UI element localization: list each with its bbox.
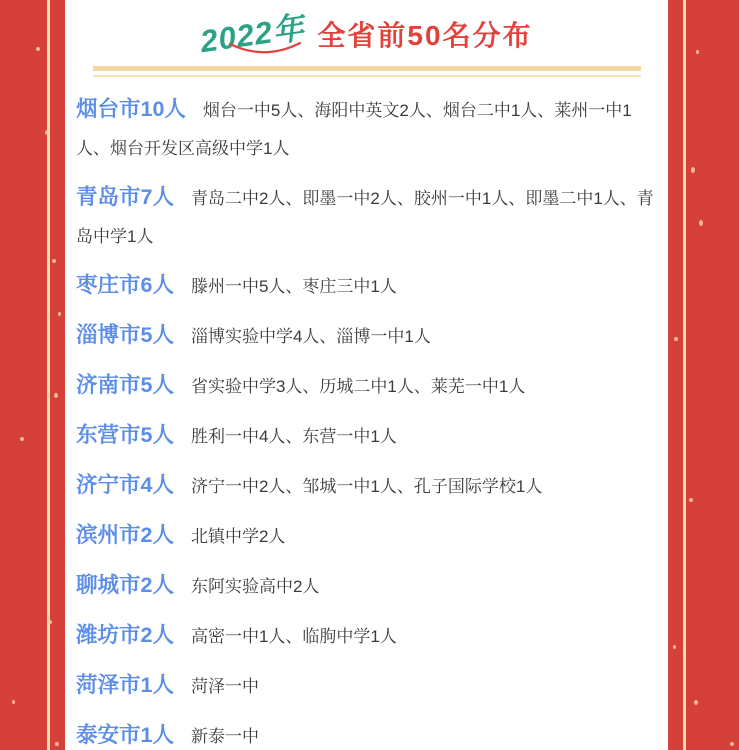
- city-label: 滨州市2人: [76, 523, 174, 547]
- city-entry: [76, 266, 658, 306]
- sparkle-icon: [58, 312, 61, 316]
- divider: [93, 66, 641, 77]
- sparkle-icon: [673, 645, 676, 649]
- city-label: 济南市5人: [76, 373, 174, 397]
- sparkle-icon: [674, 337, 678, 341]
- city-entry: [76, 466, 658, 506]
- left-border-decoration: [0, 0, 65, 750]
- school-list: 胜利一中4人、东营一中1人: [190, 427, 397, 446]
- city-entry: [76, 316, 658, 356]
- sparkle-icon: [54, 393, 58, 398]
- year-label: 2022年: [198, 9, 308, 59]
- city-list: [65, 90, 668, 750]
- school-list: 淄博实验中学4人、淄博一中1人: [190, 327, 431, 346]
- sparkle-icon: [55, 742, 59, 746]
- sparkle-icon: [689, 498, 693, 502]
- city-entry: [76, 366, 658, 406]
- school-list: 北镇中学2人: [190, 527, 286, 546]
- city-entry: [76, 416, 658, 456]
- city-label: 青岛市7人: [76, 185, 174, 209]
- city-entry: [76, 178, 658, 256]
- header: [65, 0, 668, 59]
- city-entry: [76, 566, 658, 606]
- page-title: 全省前50名分布: [317, 20, 533, 51]
- sparkle-icon: [12, 700, 15, 704]
- sparkle-icon: [45, 130, 49, 135]
- city-label: 淄博市5人: [76, 323, 174, 347]
- city-label: 枣庄市6人: [76, 273, 174, 297]
- sparkle-icon: [699, 220, 703, 226]
- sparkle-icon: [730, 742, 734, 746]
- sparkle-icon: [20, 437, 24, 441]
- school-list: 新泰一中: [190, 727, 259, 746]
- city-label: 东营市5人: [76, 423, 174, 447]
- sparkle-icon: [691, 167, 695, 173]
- sparkle-icon: [694, 700, 698, 705]
- content-panel: [65, 0, 668, 750]
- sparkle-icon: [48, 620, 52, 624]
- city-label: 菏泽市1人: [76, 673, 174, 697]
- divider-line-thick: [93, 66, 641, 71]
- city-entry: [76, 516, 658, 556]
- city-label: 泰安市1人: [76, 723, 174, 747]
- city-label: 潍坊市2人: [76, 623, 174, 647]
- underline-swoosh-icon: [225, 42, 305, 58]
- school-list: 高密一中1人、临朐中学1人: [190, 627, 397, 646]
- city-label: 聊城市2人: [76, 573, 174, 597]
- city-label: 烟台市10人: [76, 97, 186, 121]
- school-list: 烟台一中5人、海阳中英文2人、烟台二中1人、莱州一中1人、烟台开发区高级中学1人: [76, 101, 632, 158]
- school-list: 省实验中学3人、历城二中1人、莱芜一中1人: [190, 377, 526, 396]
- sparkle-icon: [36, 47, 40, 51]
- school-list: 济宁一中2人、邹城一中1人、孔子国际学校1人: [190, 477, 543, 496]
- sparkle-icon: [52, 259, 56, 263]
- city-entry: [76, 616, 658, 656]
- school-list: 菏泽一中: [190, 677, 259, 696]
- sparkle-icon: [696, 50, 699, 54]
- city-entry: [76, 90, 658, 168]
- school-list: 东阿实验高中2人: [190, 577, 320, 596]
- city-entry: [76, 666, 658, 706]
- city-label: 济宁市4人: [76, 473, 174, 497]
- school-list: 青岛二中2人、即墨一中2人、胶州一中1人、即墨二中1人、青岛中学1人: [76, 189, 654, 246]
- left-border-stripe: [47, 0, 50, 750]
- divider-line-thin: [93, 75, 641, 77]
- right-border-stripe: [683, 0, 686, 750]
- right-border-decoration: [668, 0, 739, 750]
- school-list: 滕州一中5人、枣庄三中1人: [190, 277, 397, 296]
- city-entry: [76, 716, 658, 750]
